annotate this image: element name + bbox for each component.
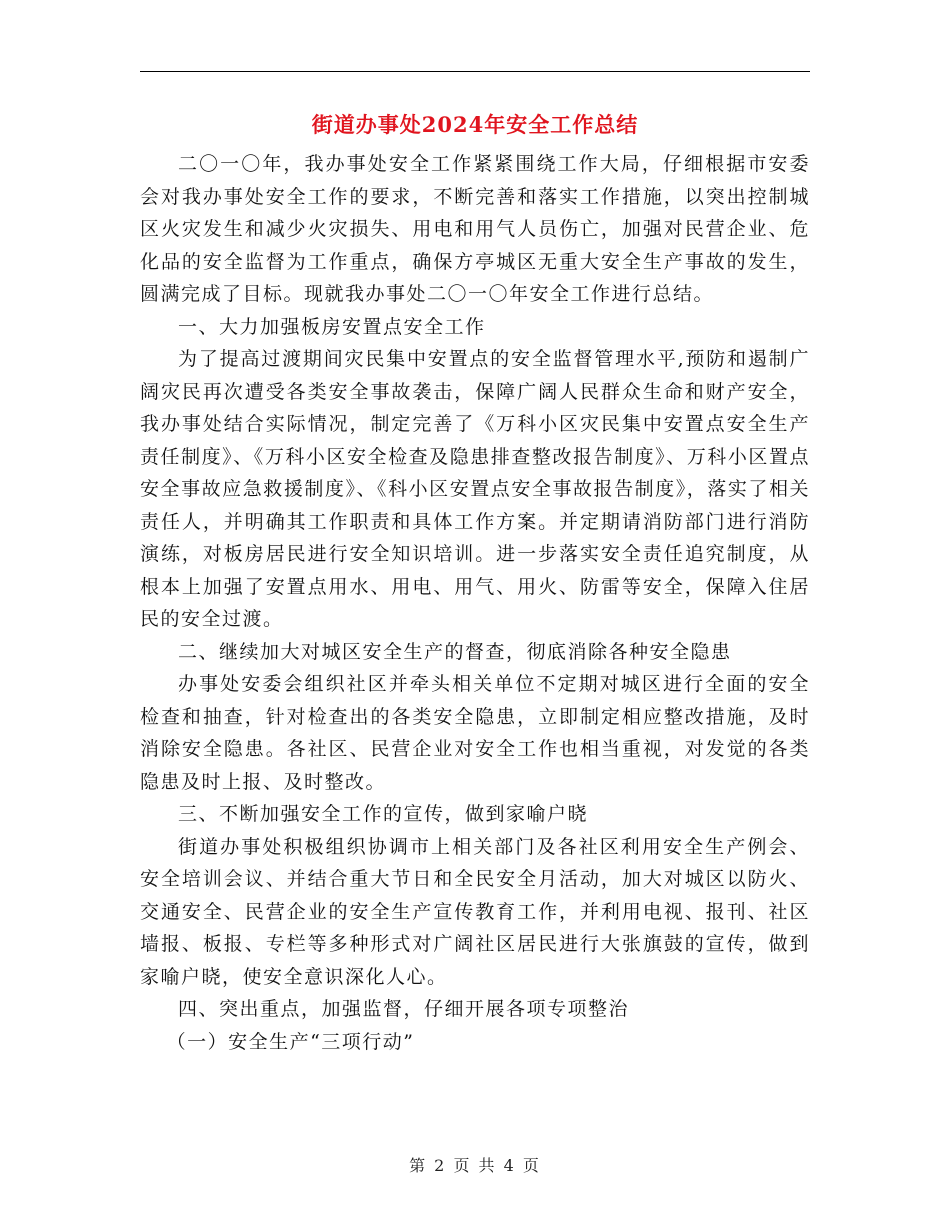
document-title: 街道办事处2024年安全工作总结 (311, 112, 639, 137)
section-heading-3: 三、不断加强安全工作的宣传，做到家喻户晓 (178, 803, 589, 825)
document-body (140, 148, 810, 1058)
section-heading-2: 二、继续加大对城区安全生产的督查，彻底消除各种安全隐患 (178, 640, 732, 663)
intro-paragraph: 二〇一〇年，我办事处安全工作紧紧围绕工作大局，仔细根据市安委会对我办事处安全工作的要求，不断完善和落实工作措施，以突出控制城区火灾发生和减少火灾损失、用电和用气人员伤亡，加强对民营企业、危化品的安全监督为工作重点，确保方亭城区无重大安全生产事故的发生，圆满完成了目标。现就我办事处二〇一〇年安全工作进行总结。 (140, 153, 810, 305)
section-2-paragraph: 办事处安委会组织社区并牵头相关单位不定期对城区进行全面的安全检查和抽查，针对检查出的各类安全隐患，立即制定相应整改措施，及时消除安全隐患。各社区、民营企业对安全工作也相当重视，对发觉的各类隐患及时上报、及时整改。 (140, 673, 810, 793)
page-number-footer: 第 2 页 共 4 页 (409, 1156, 541, 1175)
subsection-heading-4-1: （一）安全生产“三项行动” (166, 1030, 415, 1053)
section-3-paragraph: 街道办事处积极组织协调市上相关部门及各社区利用安全生产例会、安全培训会议、并结合重大节日和全民安全月活动，加大对城区以防火、交通安全、民营企业的安全生产宣传教育工作，并利用电视、报刊、社区墙报、板报、专栏等多种形式对广阔社区居民进行大张旗鼓的宣传，做到家喻户晓，使安全意识深化人心。 (140, 835, 810, 988)
section-heading-1: 一、大力加强板房安置点安全工作 (178, 315, 486, 338)
section-1-paragraph: 为了提高过渡期间灾民集中安置点的安全监督管理水平,预防和遏制广阔灾民再次遭受各类安全事故袭击，保障广阔人民群众生命和财产安全，我办事处结合实际情况，制定完善了《万科小区灾民集中安置点安全生产责任制度》、《万科小区安全检查及隐患排查整改报告制度》、万科小区置点安全事故应急救援制度》、《科小区安置点安全事故报告制度》，落实了相关责任人，并明确其工作职责和具体工作方案。并定期请消防部门进行消防演练，对板房居民进行安全知识培训。进一步落实安全责任追究制度，从根本上加强了安置点用水、用电、用气、用火、防雷等安全，保障入住居民的安全过渡。 (140, 348, 810, 630)
section-heading-4: 四、突出重点，加强监督，仔细开展各项专项整治 (178, 998, 630, 1020)
header-rule (140, 71, 810, 72)
